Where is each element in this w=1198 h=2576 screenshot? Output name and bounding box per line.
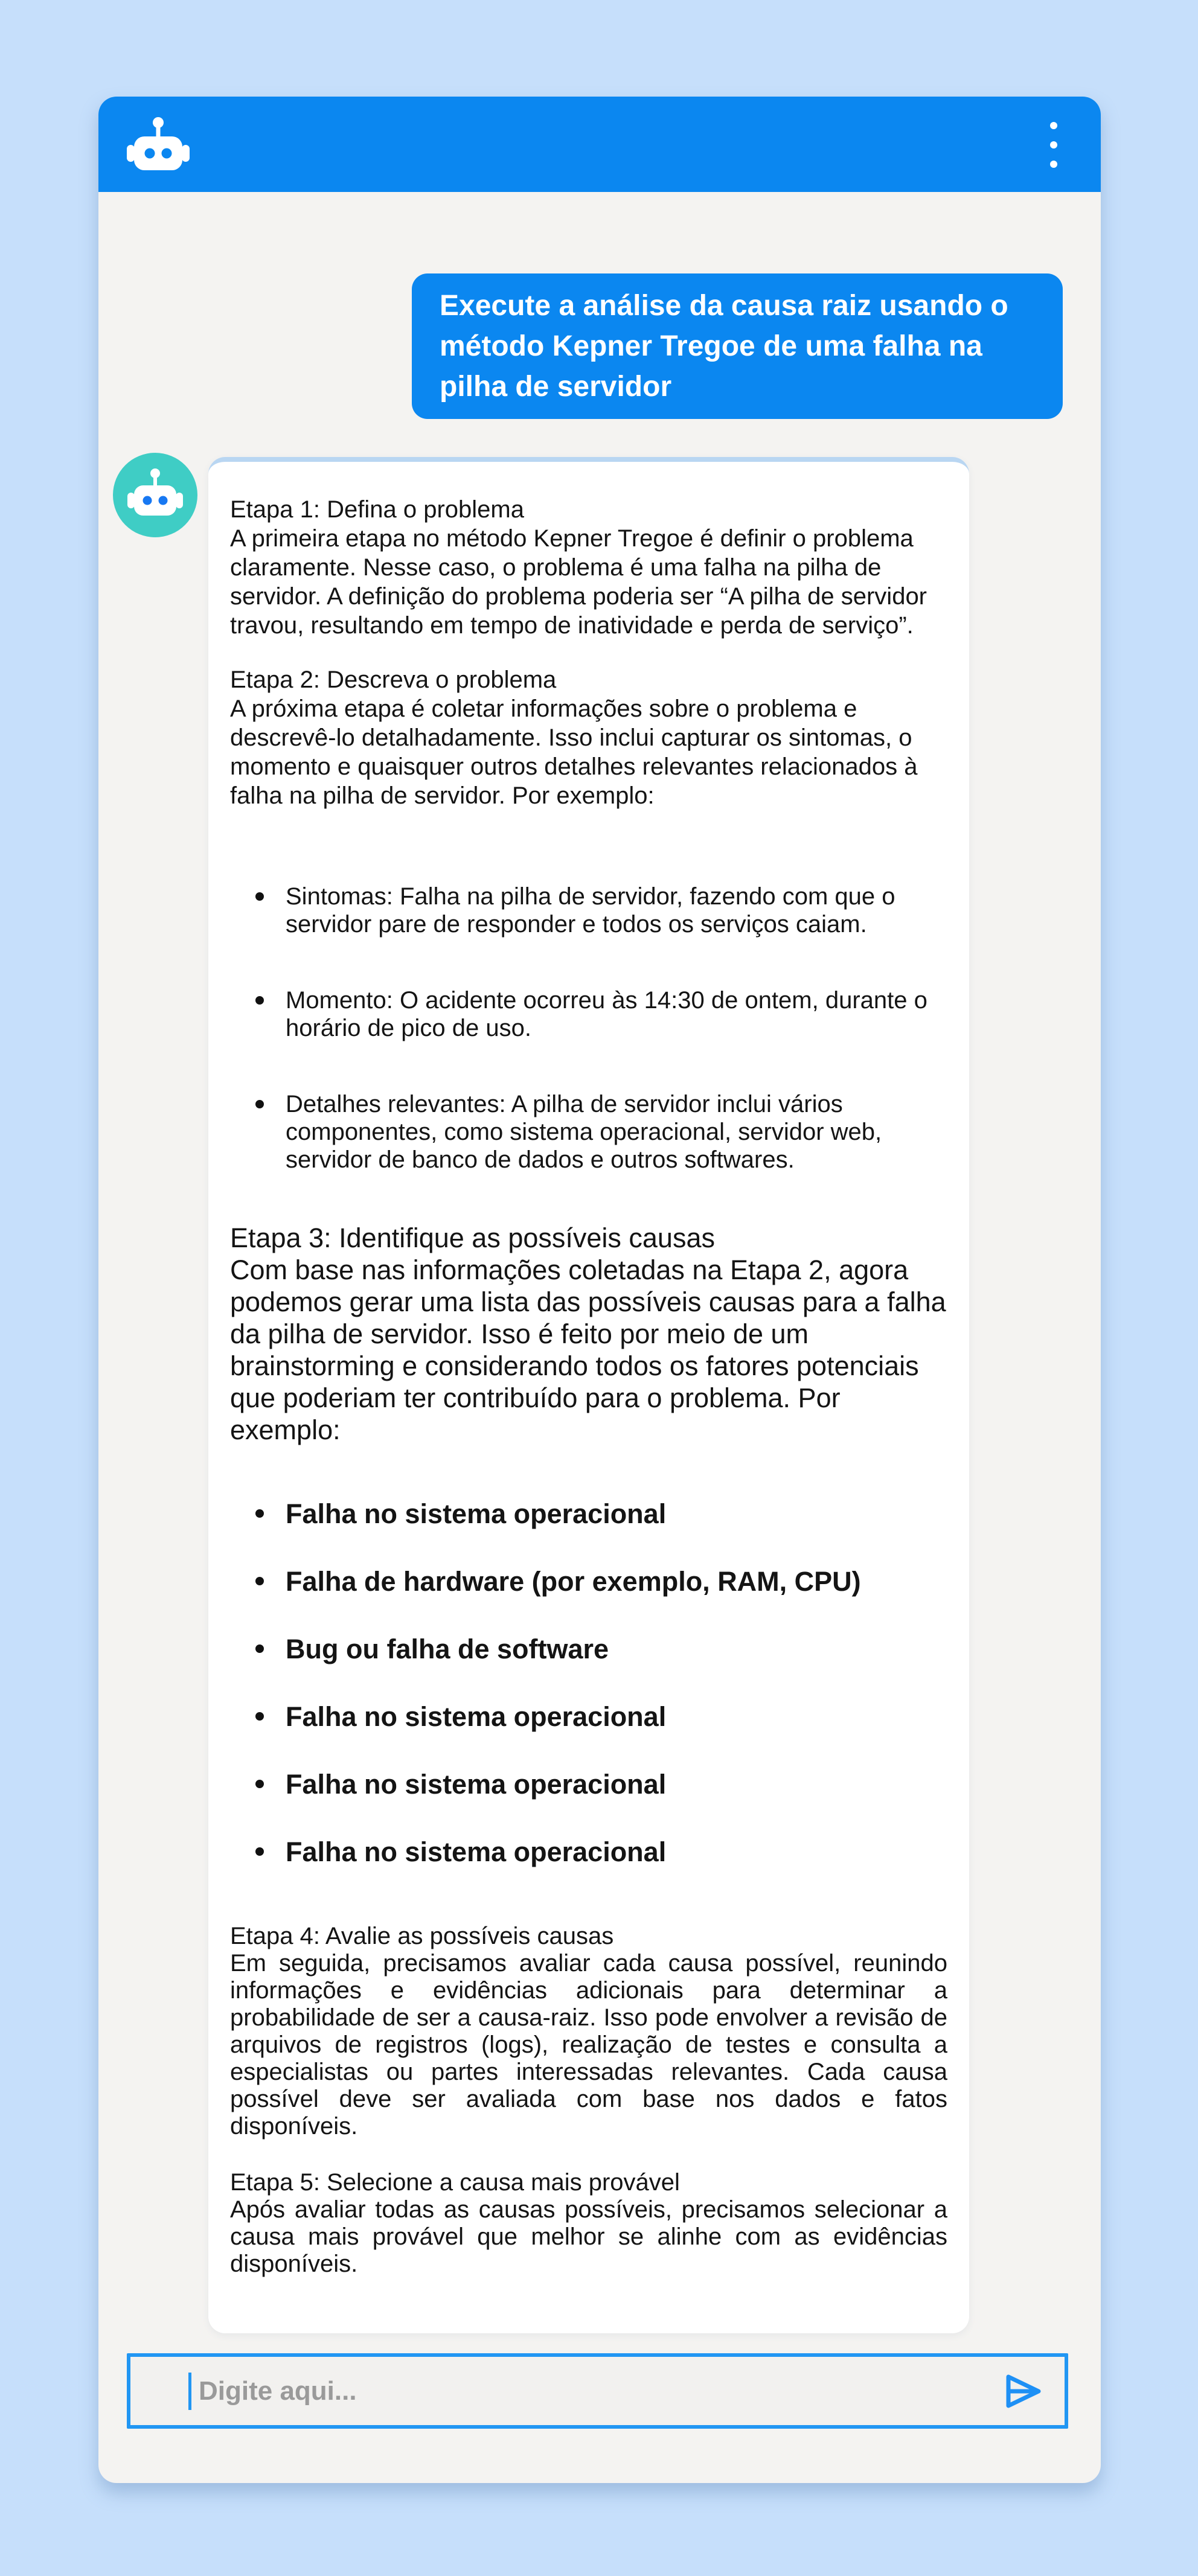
section-heading: Etapa 2: Descreva o problema [230, 666, 557, 693]
section-body: Em seguida, precisamos avaliar cada causa possível, reunindo informações e evidências adicionais para determinar a probabilidade de ser a causa-raiz. Isso pode envolver a revisão de arquivos de registros (logs), realização de testes e consulta a especialistas ou partes interessadas relevantes. Cada causa possível deve ser avaliada com base nos dados e fatos disponíveis. [230, 1950, 955, 2140]
list-item: Bug ou falha de software [255, 1634, 947, 1664]
user-message-text: Execute a análise da causa raiz usando o método Kepner Tregoe de uma falha na pilha de servidor [440, 290, 1008, 403]
chat-window [98, 97, 1101, 2483]
section-heading: Etapa 1: Defina o problema [230, 496, 524, 523]
list-item: Momento: O acidente ocorreu às 14:30 de ontem, durante o horário de pico de uso. [255, 986, 947, 1042]
list-item: Sintomas: Falha na pilha de servidor, fazendo com que o servidor pare de responder e todos os serviços caiam. [255, 883, 947, 938]
composer-bar [127, 2353, 1068, 2429]
bot-avatar [113, 453, 197, 537]
section-etapa-5 [230, 2169, 955, 2278]
message-input[interactable] [197, 2376, 1002, 2407]
list-item: Detalhes relevantes: A pilha de servidor inclui vários componentes, como sistema operacional, servidor web, servidor de banco de dados e outros softwares. [255, 1090, 947, 1174]
list-item: Falha no sistema operacional [255, 1499, 947, 1529]
list-item: Falha no sistema operacional [255, 1837, 947, 1867]
list-item: Falha de hardware (por exemplo, RAM, CPU) [255, 1567, 947, 1597]
section-etapa-1 [230, 495, 947, 640]
kebab-dot [1050, 161, 1057, 168]
causes-bullet-list [230, 1499, 947, 1867]
section-heading: Etapa 4: Avalie as possíveis causas [230, 1923, 614, 1949]
section-body: Com base nas informações coletadas na Etapa 2, agora podemos gerar uma lista das possíveis causas para a falha da pilha de servidor. Isso é feito por meio de um brainstorming e considerando todos os fatores potenciais que poderiam ter contribuído para o problema. Por exemplo: [230, 1254, 954, 1445]
section-body: Após avaliar todas as causas possíveis, precisamos selecionar a causa mais provável que melhor se alinhe com as evidências disponíveis. [230, 2196, 955, 2277]
section-etapa-4 [230, 1923, 955, 2140]
bot-message-card [208, 457, 969, 2333]
section-body: A primeira etapa no método Kepner Tregoe é definir o problema claramente. Nesse caso, o problema é uma falha na pilha de servidor. A definição do problema poderia ser “A pilha de servidor travou, resultando em tempo de inatividade e perda de serviço”. [230, 525, 934, 639]
kebab-dot [1050, 141, 1057, 149]
section-etapa-3 [230, 1222, 954, 1446]
section-heading: Etapa 3: Identifique as possíveis causas [230, 1222, 715, 1253]
section-heading: Etapa 5: Selecione a causa mais provável [230, 2169, 680, 2196]
robot-icon [127, 117, 190, 171]
user-message-bubble [412, 273, 1063, 419]
section-body: A próxima etapa é coletar informações sobre o problema e descrevê-lo detalhadamente. Isso inclui capturar os sintomas, o momento e quaisquer outros detalhes relevantes relacionados à falha na pilha de servidor. Por exemplo: [230, 695, 924, 809]
kebab-menu-icon[interactable] [1046, 122, 1061, 168]
header-bar [98, 97, 1101, 192]
list-item: Falha no sistema operacional [255, 1769, 947, 1800]
section-etapa-2 [230, 665, 947, 810]
list-item: Falha no sistema operacional [255, 1702, 947, 1732]
details-bullet-list [230, 883, 947, 1174]
send-arrow-icon [1004, 2373, 1042, 2410]
kebab-dot [1050, 122, 1057, 129]
robot-face-icon [127, 468, 183, 517]
text-caret [188, 2373, 191, 2410]
send-button[interactable] [1002, 2370, 1044, 2412]
